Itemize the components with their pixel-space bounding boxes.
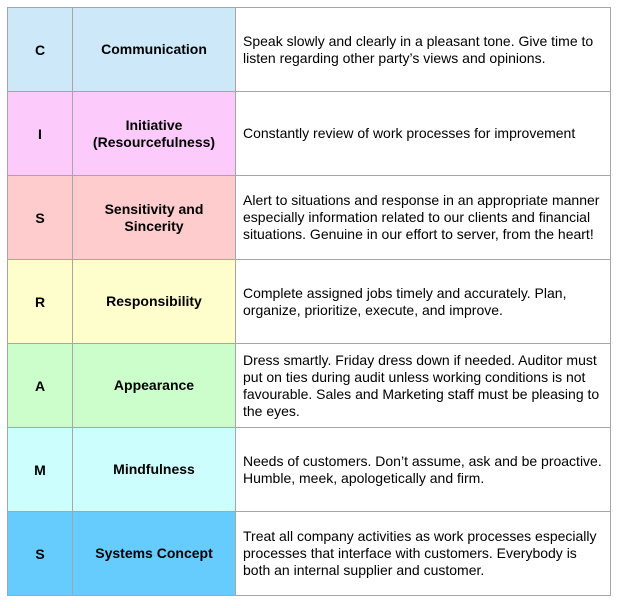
value-name: Responsibility [73, 260, 236, 344]
table-row [8, 512, 611, 596]
value-description: Alert to situations and response in an appropriate manner especially information related to our clients and financial situations. Genuine in our effort to server, from the heart! [236, 176, 611, 260]
value-description: Speak slowly and clearly in a pleasant tone. Give time to listen regarding other party’s views and opinions. [236, 8, 611, 92]
acronym-letter: I [8, 92, 73, 176]
acronym-letter: R [8, 260, 73, 344]
value-name: Sensitivity and Sincerity [73, 176, 236, 260]
table-row [8, 344, 611, 428]
table-row [8, 92, 611, 176]
acronym-letter: S [8, 176, 73, 260]
value-name: Appearance [73, 344, 236, 428]
value-description: Constantly review of work processes for improvement [236, 92, 611, 176]
table-row [8, 8, 611, 92]
value-description: Dress smartly. Friday dress down if needed. Auditor must put on ties during audit unless working conditions is not favourable. Sales and Marketing staff must be pleasing to the eyes. [236, 344, 611, 428]
value-name: Systems Concept [73, 512, 236, 596]
acronym-letter: C [8, 8, 73, 92]
table-row [8, 260, 611, 344]
value-description: Needs of customers. Don’t assume, ask and be proactive. Humble, meek, apologetically and firm. [236, 428, 611, 512]
table-row [8, 176, 611, 260]
value-name: Communication [73, 8, 236, 92]
value-description: Treat all company activities as work processes especially processes that interface with customers. Everybody is both an internal supplier and customer. [236, 512, 611, 596]
values-table [7, 7, 611, 596]
acronym-letter: A [8, 344, 73, 428]
value-name: Initiative (Resourcefulness) [73, 92, 236, 176]
acronym-letter: M [8, 428, 73, 512]
acronym-letter: S [8, 512, 73, 596]
table-row [8, 428, 611, 512]
value-description: Complete assigned jobs timely and accurately. Plan, organize, prioritize, execute, and improve. [236, 260, 611, 344]
value-name: Mindfulness [73, 428, 236, 512]
